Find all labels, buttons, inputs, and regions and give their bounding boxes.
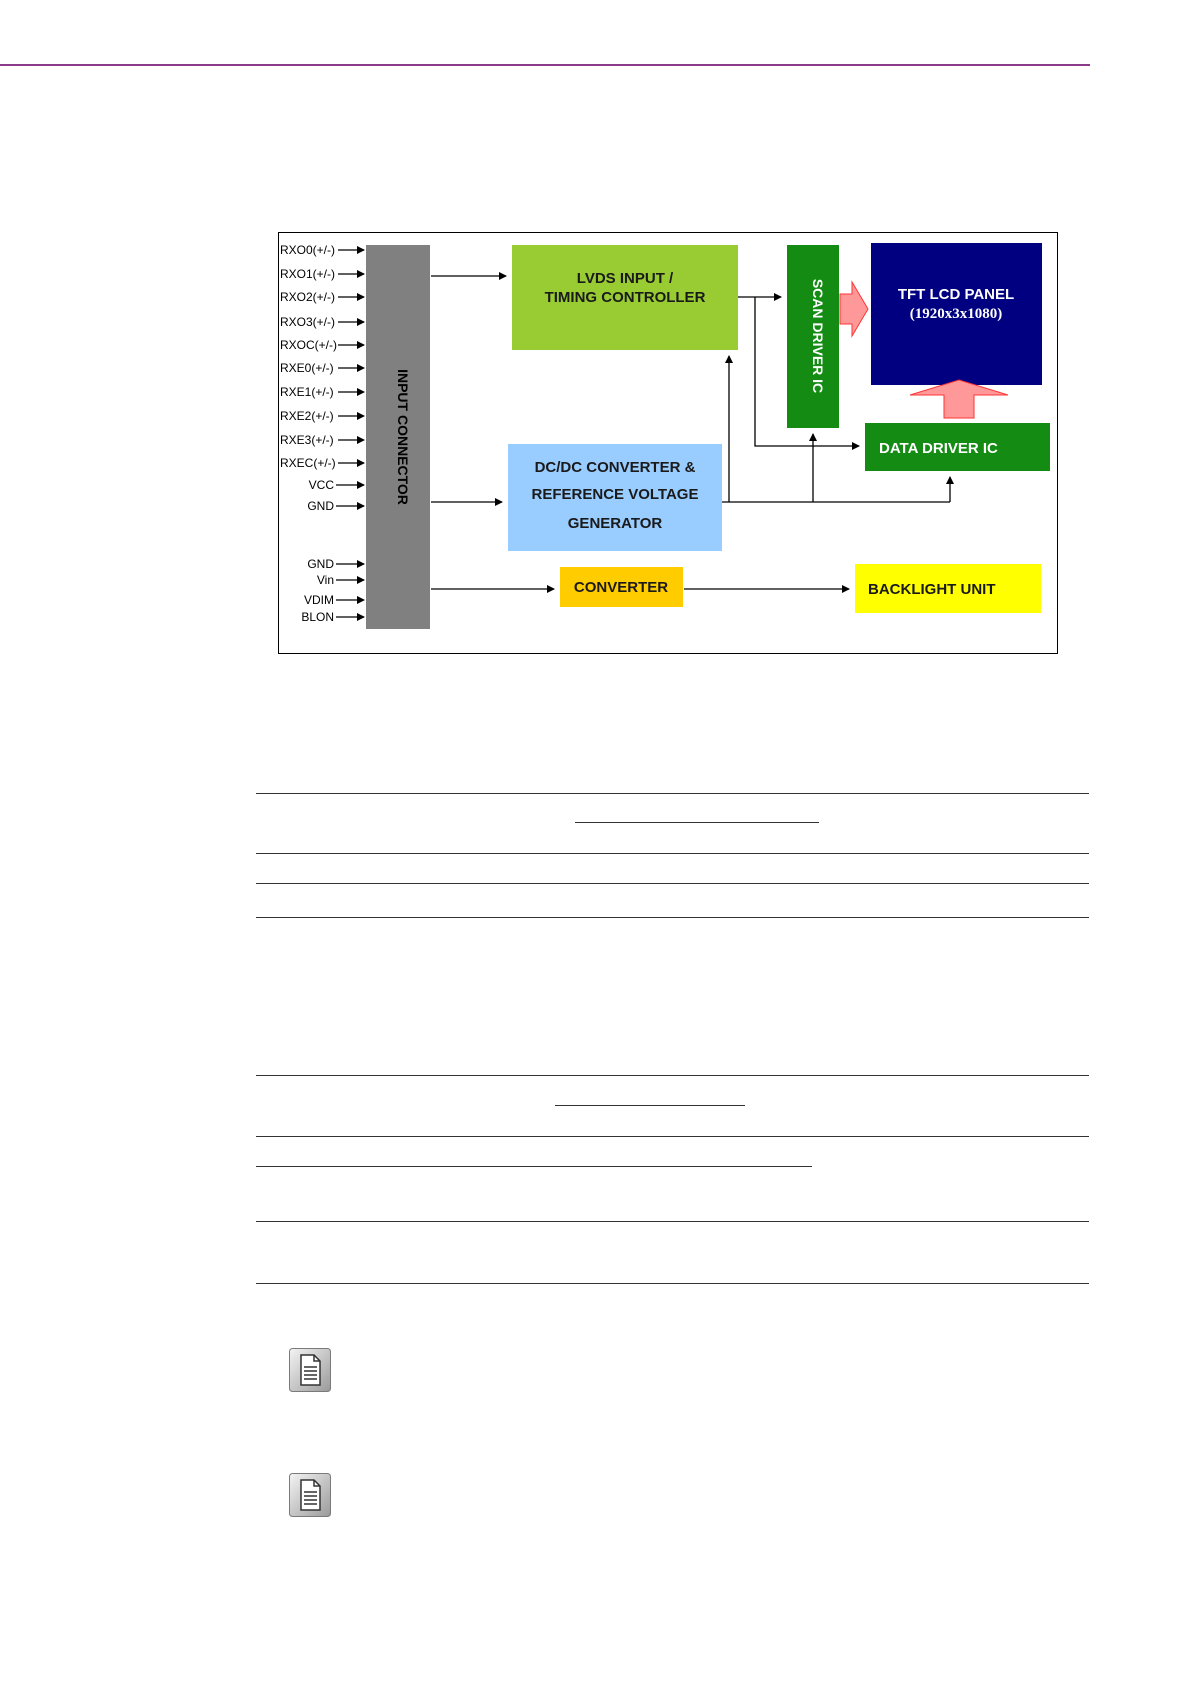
signal-label: RXO2(+/-): [280, 290, 336, 304]
signal-label: BLON: [301, 610, 334, 624]
signal-label: RXE1(+/-): [280, 385, 334, 399]
table2-row-rule: [256, 1221, 1089, 1222]
signal-label: VDIM: [304, 593, 334, 607]
table1-row-rule: [256, 883, 1089, 884]
signal-label: RXOC(+/-): [280, 338, 337, 352]
data-driver-label: DATA DRIVER IC: [879, 440, 998, 457]
signal-label: GND: [307, 557, 334, 571]
dcdc-line2: REFERENCE VOLTAGE: [531, 486, 699, 503]
timing-controller-line1: LVDS INPUT /: [576, 270, 674, 287]
block-diagram: [278, 232, 1058, 654]
document-note-icon: [289, 1348, 331, 1392]
table2-bottom-rule: [256, 1283, 1089, 1284]
tft-panel-line2: (1920x3x1080): [909, 306, 1003, 322]
table2-row-underline: [256, 1166, 812, 1167]
signal-label: RXE3(+/-): [280, 433, 334, 447]
backlight-unit-label: BACKLIGHT UNIT: [868, 581, 996, 598]
signal-label: Vin: [316, 573, 334, 587]
table2-header-rule: [256, 1136, 1089, 1137]
dcdc-line1: DC/DC CONVERTER &: [534, 459, 696, 476]
table1-bottom-rule: [256, 917, 1089, 918]
converter-label: CONVERTER: [573, 579, 669, 596]
input-connector-label: INPUT CONNECTOR: [395, 369, 411, 505]
document-note-icon: [289, 1473, 331, 1517]
header-rule: [0, 64, 1090, 66]
signal-label: RXO0(+/-): [280, 243, 336, 257]
table2-header-underline: [555, 1105, 745, 1106]
signal-label: VCC: [308, 478, 334, 492]
signal-label: RXO3(+/-): [280, 315, 336, 329]
tft-panel-line1: TFT LCD PANEL: [897, 286, 1015, 303]
scan-driver-label: SCAN DRIVER IC: [810, 278, 826, 394]
table2-top-rule: [256, 1075, 1089, 1076]
signal-label: RXE2(+/-): [280, 409, 334, 423]
table1-header-rule: [256, 853, 1089, 854]
signal-label: RXE0(+/-): [280, 361, 334, 375]
dcdc-line3: GENERATOR: [567, 515, 663, 532]
table1-top-rule: [256, 793, 1089, 794]
table1-header-underline: [575, 822, 819, 823]
timing-controller-line2: TIMING CONTROLLER: [544, 289, 706, 306]
signal-label: RXEC(+/-): [280, 456, 336, 470]
signal-label: RXO1(+/-): [280, 267, 336, 281]
signal-label: GND: [307, 499, 334, 513]
